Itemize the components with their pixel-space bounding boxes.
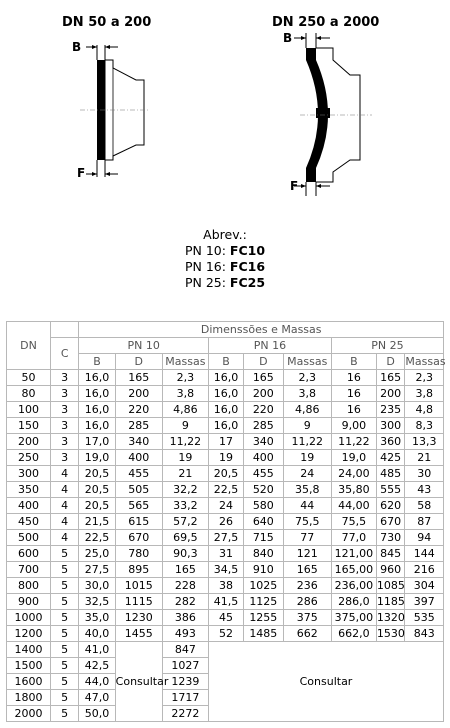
table-cell: 2,3 [405,370,444,386]
header-massas: Massas [405,355,446,368]
table-cell: 670 [115,530,162,546]
table-cell: 2,3 [162,370,208,386]
table-cell: 9 [283,418,331,434]
table-cell: 1320 [376,611,405,624]
table-cell: 77,0 [331,530,376,546]
table-cell: 26 [208,514,243,530]
table-cell: 32,5 [79,594,115,610]
table-cell: 144 [405,546,444,562]
label-f-right: F [290,179,299,193]
table-cell: 13,3 [405,434,444,450]
abbreviation-line: PN 10: FC10 [184,243,266,258]
table-cell: 600 [7,546,51,562]
table-cell: 5 [50,562,79,578]
table-cell: 5 [50,690,79,706]
header-b: B [331,354,376,370]
table-cell: 500 [7,530,51,546]
consult-cell: Consultar [115,642,162,722]
table-cell: 16,0 [208,418,243,434]
table-cell: 286,0 [331,594,376,610]
table-cell: 700 [7,562,51,578]
table-row [7,482,444,498]
table-cell: 455 [115,466,162,482]
table-cell: 400 [115,450,162,466]
header-pn10: PN 10 [79,338,209,354]
table-row [7,402,444,418]
table-cell: 400 [7,498,51,514]
table-cell: 27,5 [79,562,115,578]
table-cell: 16,0 [208,402,243,418]
table-cell: 455 [244,466,284,482]
table-cell: 535 [405,610,444,626]
table-cell: 8,3 [405,418,444,434]
table-cell: 4,8 [405,402,444,418]
table-cell: 400 [244,450,284,466]
table-cell: 165 [162,562,208,578]
table-cell: 2272 [162,706,208,722]
table-cell: 3 [50,370,79,386]
table-cell: 44,00 [331,498,376,514]
table-row [7,498,444,514]
left-drawing-title: DN 50 a 200 [62,15,152,30]
table-cell: 4 [50,466,79,482]
table-cell: 200 [115,386,162,402]
table-cell: 4,86 [283,402,331,418]
table-cell: 235 [376,402,405,418]
table-cell: 1800 [7,690,51,706]
table-cell: 662,0 [331,626,376,642]
table-cell: 200 [244,386,284,402]
table-row [7,578,444,594]
table-cell: 33,2 [162,498,208,514]
label-b-right: B [283,31,293,45]
table-cell: 35,0 [79,610,115,626]
table-cell: 50 [7,370,51,386]
table-cell: 200 [376,386,405,402]
table-cell: 5 [50,658,79,674]
table-cell: 17 [208,434,243,450]
table-cell: 493 [162,626,208,642]
table-cell: 1000 [7,610,51,626]
table-cell: 800 [7,578,51,594]
table-cell: 77 [283,530,331,546]
table-cell: 1400 [7,642,51,658]
table-cell: 485 [376,466,405,482]
table-cell: 1239 [162,674,208,690]
table-cell: 505 [115,482,162,498]
table-cell: 52 [208,626,243,642]
table-cell: 5 [50,578,79,594]
table-cell: 44,0 [79,674,115,690]
table-cell: 20,5 [208,466,243,482]
table-cell: 16,0 [208,370,243,386]
table-cell: 16 [331,402,376,418]
table-cell: 304 [405,578,444,594]
table-cell: 80 [7,386,51,402]
table-row [7,610,444,626]
table-cell: 165 [283,562,331,578]
table-cell: 9,00 [331,418,376,434]
table-cell: 19,0 [331,450,376,466]
table-cell: 3 [50,386,79,402]
table-cell: 5 [50,674,79,690]
table-cell: 450 [7,514,51,530]
table-cell: 1485 [244,626,284,642]
table-cell: 5 [50,546,79,562]
table-cell: 4 [50,514,79,530]
table-cell: 43 [405,482,444,498]
table-cell: 32,2 [162,482,208,498]
table-cell: 580 [244,498,284,514]
header-d: D [244,354,284,370]
table-cell: 840 [244,546,284,562]
header-b: B [79,354,115,370]
table-cell: 1025 [244,578,284,594]
table-cell: 2000 [7,706,51,722]
table-cell: 300 [376,418,405,434]
table-cell: 16,0 [79,418,115,434]
table-cell: 425 [376,450,405,466]
header-pn16: PN 16 [208,338,331,354]
blind-flange-drawings [60,30,390,200]
table-cell: 5 [50,642,79,658]
label-b-left: B [72,40,82,54]
table-cell: 121,00 [331,546,376,562]
table-cell: 375,00 [331,610,376,626]
table-cell: 22,5 [79,530,115,546]
table-cell: 1717 [162,690,208,706]
header-massas: Massas [283,354,331,370]
table-row [7,370,444,386]
table-cell: 640 [244,514,284,530]
table-cell: 220 [244,402,284,418]
table-cell: 200 [7,434,51,450]
table-cell: 21 [405,450,444,466]
header-dn: DN [7,322,51,370]
table-cell: 30,0 [79,578,115,594]
table-cell: 910 [244,562,284,578]
table-cell: 16,0 [208,386,243,402]
table-cell: 20,5 [79,482,115,498]
table-cell: 19 [208,450,243,466]
table-cell: 250 [7,450,51,466]
table-cell: 27,5 [208,530,243,546]
table-cell: 31 [208,546,243,562]
table-cell: 9 [162,418,208,434]
consult-cell-pn16-pn25: Consultar [208,642,443,722]
header-spacer [50,322,79,338]
table-cell: 620 [376,498,405,514]
table-cell: 285 [115,418,162,434]
table-cell: 20,5 [79,466,115,482]
table-cell: 45 [208,610,243,626]
table-cell: 615 [115,514,162,530]
right-flange-drawing [283,31,372,196]
table-row [7,434,444,450]
table-cell: 1500 [7,658,51,674]
table-cell: 350 [7,482,51,498]
table-cell: 1600 [7,674,51,690]
table-cell: 42,5 [79,658,115,674]
table-cell: 1115 [115,594,162,610]
abbreviations-title: Abrev.: [203,227,247,242]
table-cell: 847 [162,642,208,658]
table-cell: 3 [50,402,79,418]
table-cell: 1125 [244,594,284,610]
table-cell: 5 [50,706,79,722]
table-cell: 21 [162,466,208,482]
header-title: Dimenssões e Massas [79,322,444,338]
table-cell: 69,5 [162,530,208,546]
table-cell: 900 [7,594,51,610]
table-cell: 24 [283,466,331,482]
table-cell: 216 [405,562,444,578]
table-cell: 165 [376,370,405,386]
table-cell: 16,0 [79,370,115,386]
table-cell: 555 [376,482,405,498]
table-cell: 5 [50,594,79,610]
table-cell: 3,8 [283,386,331,402]
abbreviation-line: PN 25: FC25 [184,275,266,290]
header-b: B [208,354,243,370]
table-cell: 1200 [7,626,51,642]
table-cell: 94 [405,530,444,546]
table-cell: 286 [283,594,331,610]
table-cell: 75,5 [283,514,331,530]
header-d: D [115,354,162,370]
table-cell: 843 [405,626,444,642]
table-cell: 47,0 [79,690,115,706]
table-row [7,386,444,402]
table-cell: 1530 [376,627,405,640]
right-drawing-title: DN 250 a 2000 [272,15,380,30]
abbreviation-line: PN 16: FC16 [184,259,266,274]
table-cell: 19,0 [79,450,115,466]
table-cell: 3,8 [162,386,208,402]
table-row [7,562,444,578]
table-cell: 21,5 [79,514,115,530]
table-row [7,450,444,466]
table-cell: 44 [283,498,331,514]
table-cell: 41,0 [79,642,115,658]
table-cell: 780 [115,546,162,562]
table-cell: 4 [50,530,79,546]
table-row [7,546,444,562]
table-cell: 16 [331,386,376,402]
table-cell: 285 [244,418,284,434]
table-cell: 38 [208,578,243,594]
table-cell: 17,0 [79,434,115,450]
table-cell: 397 [405,594,444,610]
table-cell: 1015 [115,578,162,594]
table-cell: 150 [7,418,51,434]
table-cell: 670 [376,514,405,530]
table-cell: 4,86 [162,402,208,418]
table-cell: 360 [376,434,405,450]
table-cell: 165,00 [331,562,376,578]
table-cell: 1185 [376,595,405,608]
table-row [7,626,444,642]
table-cell: 1455 [115,626,162,642]
table-row [7,530,444,546]
table-cell: 20,5 [79,498,115,514]
table-cell: 41,5 [208,594,243,610]
table-cell: 19 [162,450,208,466]
table-cell: 75,5 [331,514,376,530]
table-cell: 715 [244,530,284,546]
table-cell: 386 [162,610,208,626]
table-row [7,418,444,434]
table-cell: 57,2 [162,514,208,530]
table-cell: 16,0 [79,402,115,418]
table-cell: 1085 [376,579,405,592]
table-cell: 87 [405,514,444,530]
table-cell: 3,8 [405,386,444,402]
table-cell: 34,5 [208,562,243,578]
table-cell: 228 [162,578,208,594]
table-cell: 30 [405,466,444,482]
table-cell: 24,00 [331,466,376,482]
table-row [7,514,444,530]
table-cell: 25,0 [79,546,115,562]
header-d: D [376,354,405,370]
table-cell: 730 [376,530,405,546]
table-cell: 662 [283,626,331,642]
dimensions-table [6,321,444,722]
table-cell: 100 [7,402,51,418]
table-cell: 165 [115,370,162,386]
table-cell: 1230 [115,610,162,626]
table-cell: 3 [50,418,79,434]
table-cell: 845 [376,546,405,562]
abbreviations-block [0,227,450,291]
table-cell: 22,5 [208,482,243,498]
table-cell: 11,22 [162,434,208,450]
table-cell: 165 [244,370,284,386]
table-cell: 5 [50,610,79,626]
table-cell: 1255 [244,610,284,626]
table-cell: 11,22 [283,434,331,450]
table-cell: 50,0 [79,706,115,722]
table-cell: 236 [283,578,331,594]
left-flange-drawing [72,40,150,180]
table-cell: 35,8 [283,482,331,498]
table-row [7,642,444,658]
table-cell: 3 [50,450,79,466]
table-cell: 895 [115,562,162,578]
table-cell: 4 [50,482,79,498]
table-cell: 19 [283,450,331,466]
table-cell: 4 [50,498,79,514]
table-cell: 300 [7,466,51,482]
table-cell: 35,80 [331,482,376,498]
table-cell: 340 [244,434,284,450]
table-cell: 3 [50,434,79,450]
table-cell: 90,3 [162,546,208,562]
table-row [7,466,444,482]
table-row [7,594,444,610]
label-f-left: F [77,166,86,180]
table-cell: 282 [162,594,208,610]
header-massas: Massas [162,354,208,370]
table-cell: 16,0 [79,386,115,402]
table-cell: 24 [208,498,243,514]
table-cell: 220 [115,402,162,418]
header-c: C [50,338,79,370]
table-cell: 58 [405,498,444,514]
table-cell: 121 [283,546,331,562]
table-cell: 960 [376,562,405,578]
header-pn25: PN 25 [331,338,443,354]
table-cell: 340 [115,434,162,450]
table-cell: 5 [50,626,79,642]
table-cell: 520 [244,482,284,498]
table-cell: 375 [283,610,331,626]
table-cell: 1027 [162,658,208,674]
table-cell: 16 [331,370,376,386]
table-cell: 236,00 [331,578,376,594]
table-cell: 2,3 [283,370,331,386]
table-cell: 565 [115,498,162,514]
table-cell: 11,22 [331,434,376,450]
table-cell: 40,0 [79,626,115,642]
